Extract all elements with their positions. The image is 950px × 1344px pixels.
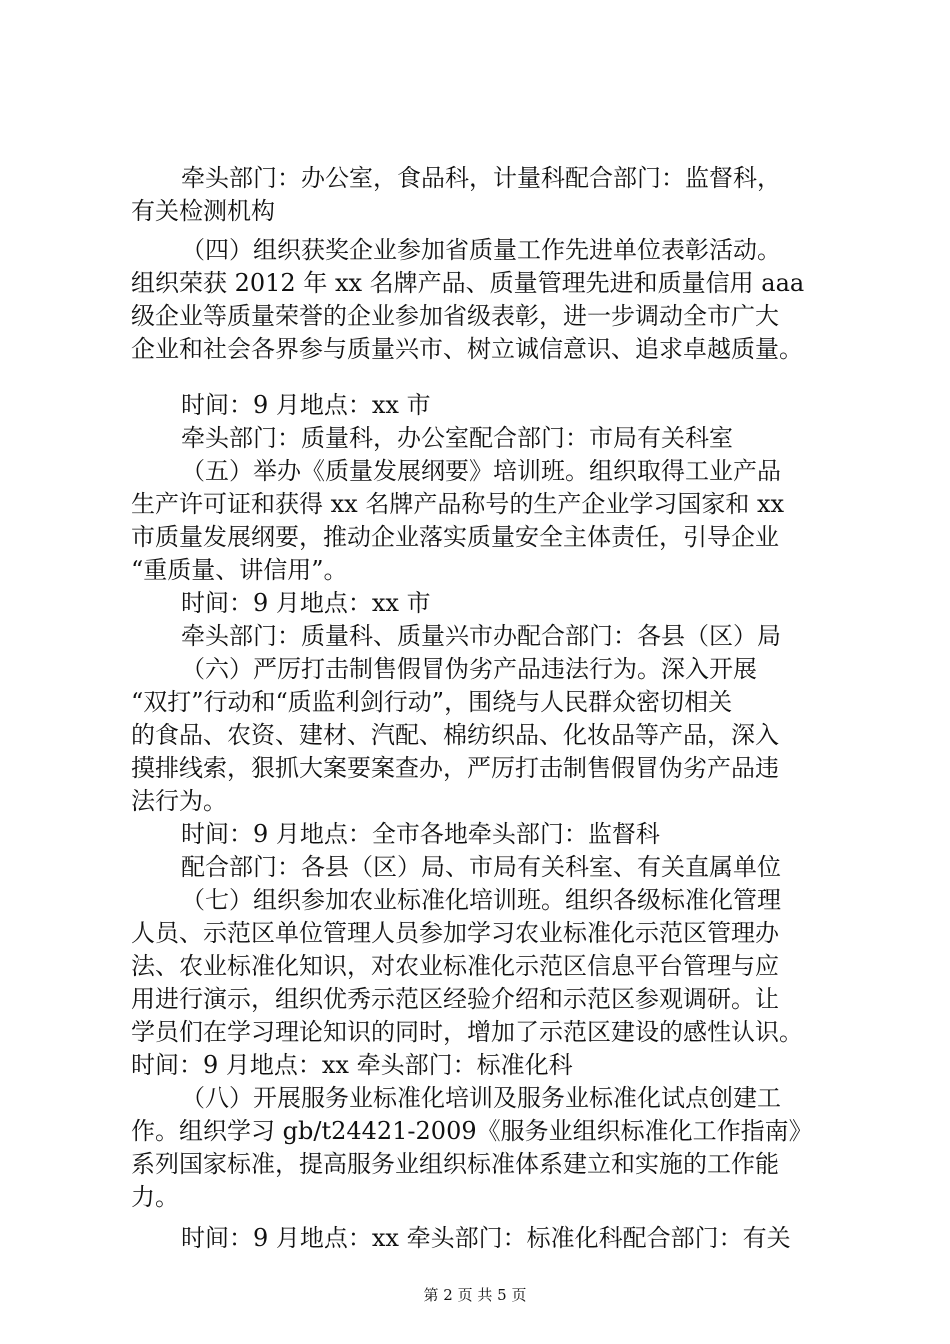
paragraph-line: 学员们在学习理论知识的同时，增加了示范区建设的感性认识。: [131, 1018, 803, 1046]
page-indicator: 第 2 页 共 5 页: [423, 1286, 527, 1304]
paragraph-line: 牵头部门：办公室，食品科，计量科配合部门：监督科，: [181, 164, 781, 192]
paragraph-line: 企业和社会各界参与质量兴市、树立诚信意识、追求卓越质量。: [131, 335, 803, 363]
paragraph-line: 作。组织学习 gb/t24421-2009《服务业组织标准化工作指南》: [131, 1117, 813, 1145]
paragraph-line: 有关检测机构: [131, 197, 275, 225]
paragraph-line: 力。: [131, 1183, 179, 1211]
paragraph-line: 配合部门：各县（区）局、市局有关科室、有关直属单位: [181, 853, 781, 881]
paragraph-line: 系列国家标准，提高服务业组织标准体系建立和实施的工作能: [131, 1150, 779, 1178]
paragraph-line: 时间：9 月地点：全市各地牵头部门：监督科: [181, 820, 660, 848]
paragraph-line: 法行为。: [131, 787, 227, 815]
paragraph-line: 人员、示范区单位管理人员参加学习农业标准化示范区管理办: [131, 919, 779, 947]
paragraph-line: “双打”行动和“质监利剑行动”，围绕与人民群众密切相关: [131, 688, 733, 716]
paragraph-line: 时间：9 月地点：xx 牵头部门：标准化科配合部门：有关: [181, 1224, 791, 1252]
paragraph-line: （六）严厉打击制售假冒伪劣产品违法行为。深入开展: [181, 655, 757, 683]
paragraph-line: 用进行演示，组织优秀示范区经验介绍和示范区参观调研。让: [131, 985, 779, 1013]
paragraph-line: 时间：9 月地点：xx 牵头部门：标准化科: [131, 1051, 573, 1079]
paragraph-line: 牵头部门：质量科，办公室配合部门：市局有关科室: [181, 424, 733, 452]
paragraph-line: （七）组织参加农业标准化培训班。组织各级标准化管理: [181, 886, 781, 914]
paragraph-line: 时间：9 月地点：xx 市: [181, 391, 431, 419]
paragraph-line: 生产许可证和获得 xx 名牌产品称号的生产企业学习国家和 xx: [131, 490, 785, 518]
paragraph-line: 摸排线索，狠抓大案要案查办，严厉打击制售假冒伪劣产品违: [131, 754, 779, 782]
paragraph-line: 组织荣获 2012 年 xx 名牌产品、质量管理先进和质量信用 aaa: [131, 269, 805, 297]
paragraph-line: （五）举办《质量发展纲要》培训班。组织取得工业产品: [181, 457, 781, 485]
paragraph-line: 级企业等质量荣誉的企业参加省级表彰，进一步调动全市广大: [131, 302, 779, 330]
paragraph-line: 的食品、农资、建材、汽配、棉纺织品、化妆品等产品，深入: [131, 721, 779, 749]
paragraph-line: 市质量发展纲要，推动企业落实质量安全主体责任，引导企业: [131, 523, 779, 551]
paragraph-line: “重质量、讲信用”。: [131, 556, 348, 584]
paragraph-line: 牵头部门：质量科、质量兴市办配合部门：各县（区）局: [181, 622, 781, 650]
paragraph-line: 法、农业标准化知识，对农业标准化示范区信息平台管理与应: [131, 952, 779, 980]
paragraph-line: （四）组织获奖企业参加省质量工作先进单位表彰活动。: [181, 236, 781, 264]
paragraph-line: 时间：9 月地点：xx 市: [181, 589, 431, 617]
paragraph-line: （八）开展服务业标准化培训及服务业标准化试点创建工: [181, 1084, 781, 1112]
